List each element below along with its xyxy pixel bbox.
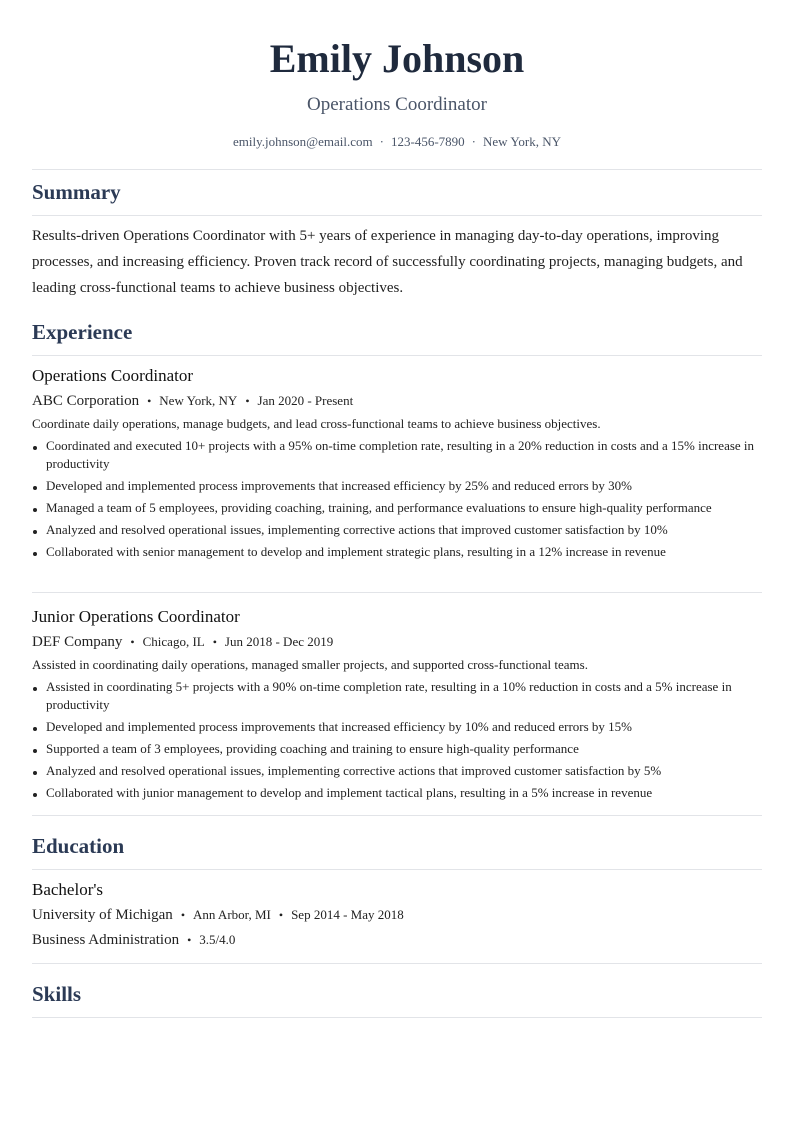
job-dates: Jun 2018 - Dec 2019 bbox=[224, 634, 334, 649]
education-gpa: 3.5/4.0 bbox=[199, 932, 236, 947]
divider bbox=[32, 215, 762, 216]
achievement-item: Developed and implemented process improvements that increased efficiency by 10% and reduced errors by 15% bbox=[32, 718, 762, 736]
contact-separator: · bbox=[471, 134, 476, 149]
meta-dot: • bbox=[130, 635, 135, 649]
achievement-item: Managed a team of 5 employees, providing coaching, training, and performance evaluations to ensure high-quality performance bbox=[32, 499, 762, 517]
education-field: Business Administration bbox=[32, 932, 180, 948]
job-company: ABC Corporation bbox=[32, 393, 140, 409]
education-entry bbox=[32, 880, 762, 949]
achievement-item: Coordinated and executed 10+ projects with a 95% on-time completion rate, resulting in a 20% reduction in costs and a 15% increase in productivity bbox=[32, 437, 762, 473]
achievement-item: Collaborated with junior management to develop and implement tactical plans, resulting in a 5% increase in revenue bbox=[32, 784, 762, 802]
meta-dot: • bbox=[278, 908, 284, 922]
job-dates: Jan 2020 - Present bbox=[257, 393, 354, 408]
job-role: Operations Coordinator bbox=[32, 366, 193, 385]
meta-dot: • bbox=[212, 635, 217, 649]
contact-separator: · bbox=[379, 134, 384, 149]
achievement-item: Analyzed and resolved operational issues, implementing corrective actions that improved customer satisfaction by 10% bbox=[32, 521, 762, 539]
job-meta bbox=[32, 392, 762, 410]
contact-location: New York, NY bbox=[483, 134, 562, 149]
job-achievements bbox=[32, 437, 762, 561]
divider bbox=[32, 869, 762, 870]
job-role: Junior Operations Coordinator bbox=[32, 607, 240, 626]
meta-dot: • bbox=[245, 394, 250, 408]
resume-header bbox=[32, 0, 762, 150]
job-location: New York, NY bbox=[159, 393, 238, 408]
divider bbox=[32, 963, 762, 964]
contact-email[interactable]: emily.johnson@email.com bbox=[232, 134, 373, 149]
divider bbox=[32, 592, 762, 593]
education-heading: Education bbox=[32, 834, 125, 858]
job-description: Assisted in coordinating daily operations, managed smaller projects, and supported cross-functional teams. bbox=[32, 657, 588, 672]
summary-heading: Summary bbox=[32, 180, 121, 204]
job-achievements bbox=[32, 678, 762, 802]
job-location: Chicago, IL bbox=[142, 634, 205, 649]
divider bbox=[32, 1017, 762, 1018]
job-description: Coordinate daily operations, manage budgets, and lead cross-functional teams to achieve business objectives. bbox=[32, 416, 601, 431]
skills-heading: Skills bbox=[32, 982, 82, 1006]
job-meta bbox=[32, 633, 762, 651]
divider bbox=[32, 815, 762, 816]
experience-entry bbox=[32, 366, 762, 565]
education-degree: Bachelor's bbox=[32, 880, 104, 899]
education-school: University of Michigan bbox=[32, 907, 173, 923]
meta-dot: • bbox=[147, 394, 152, 408]
education-field-line bbox=[32, 931, 762, 949]
meta-dot: • bbox=[187, 933, 192, 947]
contact-line bbox=[32, 134, 762, 150]
contact-phone: 123-456-7890 bbox=[390, 134, 465, 149]
job-company: DEF Company bbox=[32, 634, 123, 650]
education-meta bbox=[32, 906, 762, 924]
experience-heading: Experience bbox=[32, 320, 133, 344]
divider bbox=[32, 355, 762, 356]
divider bbox=[32, 169, 762, 170]
achievement-item: Collaborated with senior management to develop and implement strategic plans, resulting in a 12% increase in revenue bbox=[32, 543, 762, 561]
summary-text: Results-driven Operations Coordinator with 5+ years of experience in managing day-to-day operations, improving processes, and increasing efficiency. Proven track record of successfully coordinating projects, managing budgets, and leading cross-functional teams to achieve business objectives. bbox=[32, 228, 743, 296]
achievement-item: Supported a team of 3 employees, providing coaching and training to ensure high-quality performance bbox=[32, 740, 762, 758]
candidate-title: Operations Coordinator bbox=[307, 94, 487, 115]
education-dates: Sep 2014 - May 2018 bbox=[291, 907, 404, 922]
meta-dot: • bbox=[180, 908, 186, 922]
achievement-item: Analyzed and resolved operational issues, implementing corrective actions that improved customer satisfaction by 5% bbox=[32, 762, 762, 780]
education-location: Ann Arbor, MI bbox=[193, 907, 271, 922]
achievement-item: Developed and implemented process improvements that increased efficiency by 25% and reduced errors by 30% bbox=[32, 477, 762, 495]
candidate-name: Emily Johnson bbox=[269, 36, 525, 81]
experience-entry bbox=[32, 607, 762, 806]
achievement-item: Assisted in coordinating 5+ projects with a 90% on-time completion rate, resulting in a 10% reduction in costs and a 5% increase in productivity bbox=[32, 678, 762, 714]
